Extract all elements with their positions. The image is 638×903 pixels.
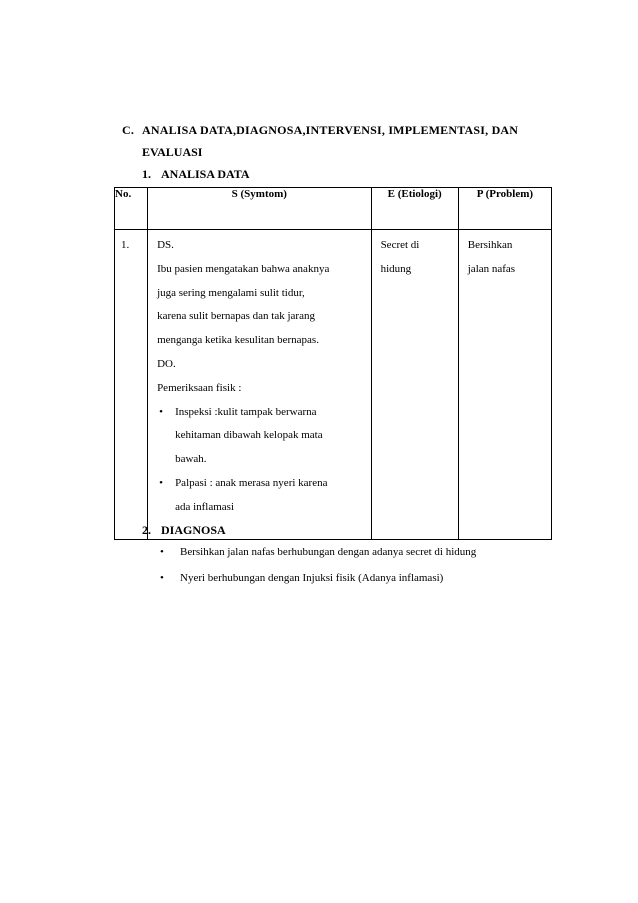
cell-etiologi [371, 230, 458, 540]
bullet-continuation: kehitaman dibawah kelopak mata [175, 429, 323, 442]
subsection-analisa-heading [142, 167, 250, 182]
section-heading [122, 123, 518, 138]
cell-problem [458, 230, 551, 540]
header-symptom: S (Symtom) [148, 188, 372, 230]
cell-symptom [148, 230, 372, 540]
symptom-line: DO. [157, 357, 176, 370]
section-letter: C. [122, 123, 135, 137]
diagnosa-item [160, 572, 443, 584]
cell-no [115, 230, 148, 540]
subsection-title: ANALISA DATA [161, 167, 250, 181]
symptom-line: DS. [157, 239, 174, 251]
bullet-continuation: ada inflamasi [175, 500, 235, 513]
bullet-text: Inspeksi :kulit tampak berwarna [175, 405, 317, 418]
section-title-line2: EVALUASI [142, 145, 203, 159]
bullet-item [157, 401, 371, 425]
diagnosa-item [160, 546, 476, 558]
subsection-number: 2. [142, 523, 151, 537]
bullet-continuation: bawah. [175, 453, 207, 466]
diagnosa-text: Bersihkan jalan nafas berhubungan dengan adanya secret di hidung [180, 546, 477, 558]
bullet-item [157, 472, 371, 496]
header-etiologi: E (Etiologi) [371, 188, 458, 230]
table-header-row [115, 188, 552, 230]
symptom-line: juga sering mengalami sulit tidur, [157, 286, 305, 299]
analisa-data-table [114, 187, 552, 540]
etiologi-line: hidung [380, 262, 412, 275]
problem-line: jalan nafas [467, 262, 516, 275]
header-problem: P (Problem) [458, 188, 551, 230]
symptom-line: Ibu pasien mengatakan bahwa anaknya [157, 262, 330, 275]
table-row [115, 230, 552, 540]
bullet-text: Palpasi : anak merasa nyeri karena [175, 476, 328, 489]
header-no: No. [115, 188, 148, 230]
subsection-diagnosa-heading [142, 523, 226, 538]
symptom-line: karena sulit bernapas dan tak jarang [157, 310, 315, 323]
diagnosa-text: Nyeri berhubungan dengan Injuksi fisik (Adanya inflamasi) [180, 572, 444, 584]
bullet-icon: • [159, 405, 163, 418]
section-title-line1: ANALISA DATA,DIAGNOSA,INTERVENSI, IMPLEMENTASI, DAN [142, 123, 519, 137]
bullet-icon: • [159, 476, 163, 489]
bullet-icon: • [160, 572, 164, 584]
row-number: 1. [121, 239, 130, 251]
symptom-line: Pemeriksaan fisik : [157, 381, 242, 394]
bullet-icon: • [160, 546, 164, 558]
subsection-number: 1. [142, 167, 151, 181]
problem-line: Bersihkan [467, 239, 513, 251]
symptom-line: menganga ketika kesulitan bernapas. [157, 334, 319, 347]
subsection-title: DIAGNOSA [161, 523, 226, 537]
etiologi-line: Secret di [380, 239, 420, 251]
